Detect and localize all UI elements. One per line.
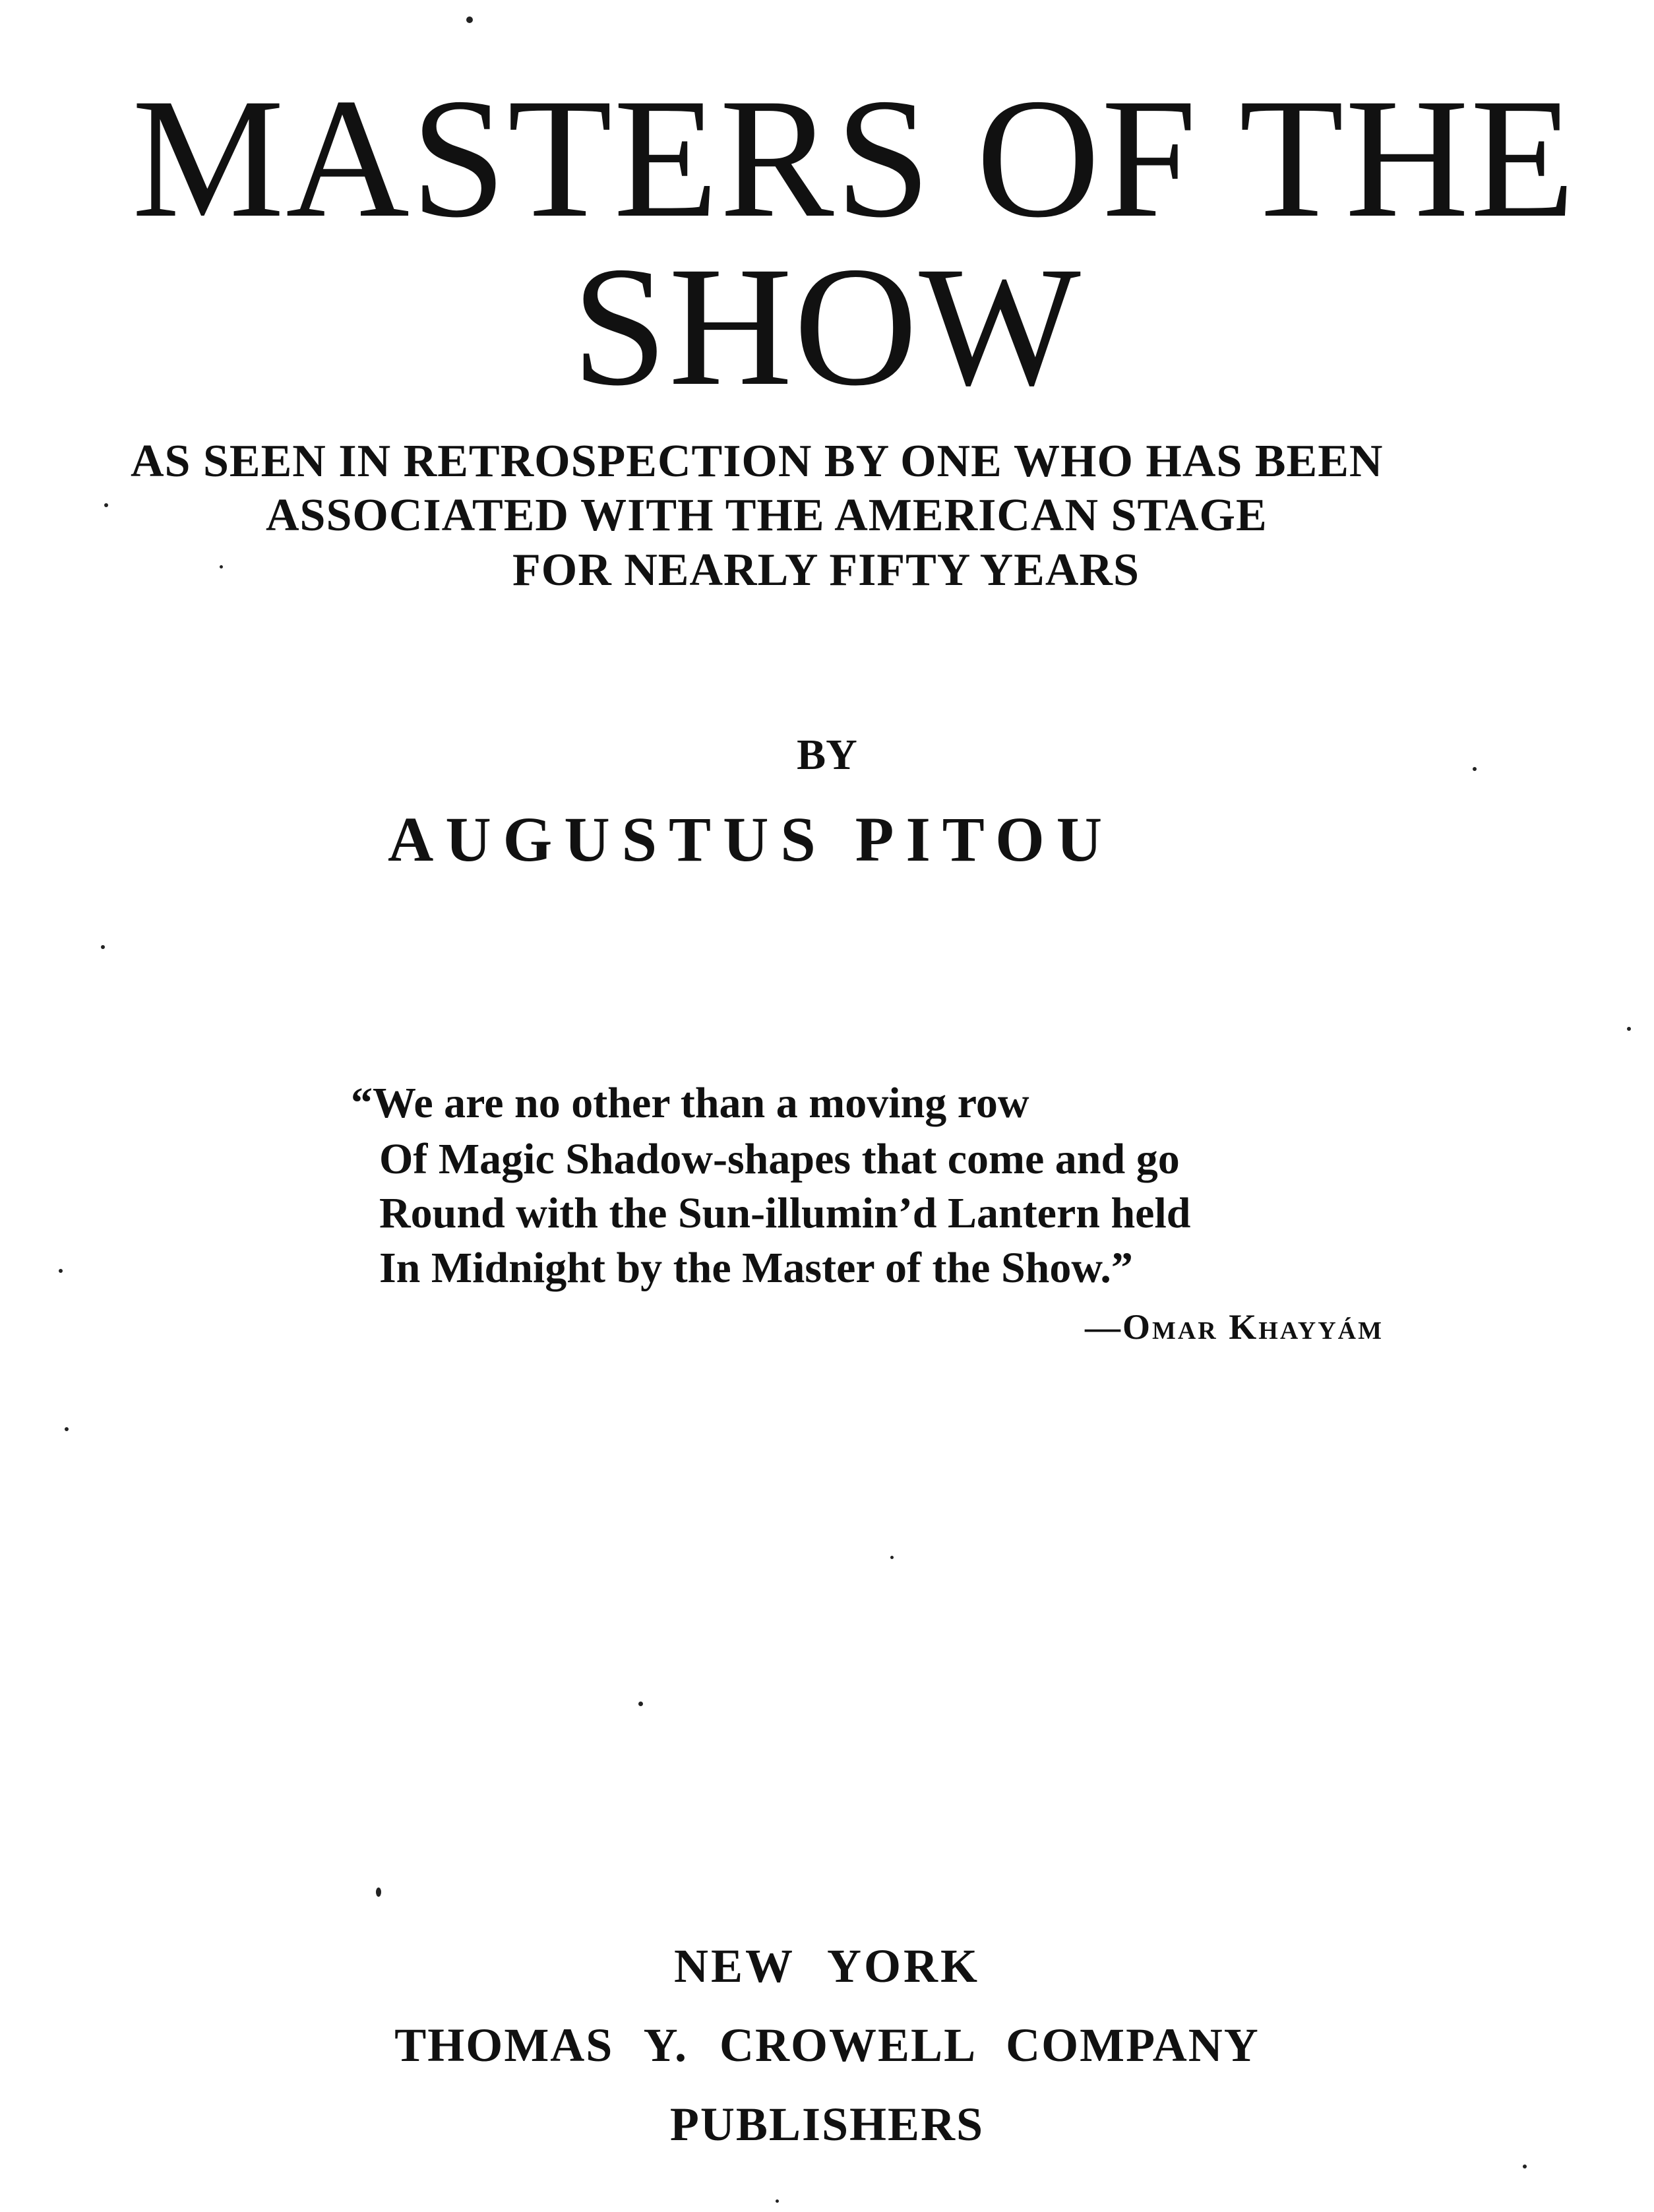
scan-speck bbox=[104, 503, 108, 507]
epigraph-line-4: In Midnight by the Master of the Show.” bbox=[379, 1244, 1133, 1292]
subtitle-line-1: AS SEEN IN RETROSPECTION BY ONE WHO HAS BEEN bbox=[131, 436, 1384, 487]
epigraph-line-3: Round with the Sun-illumin’d Lantern held bbox=[379, 1189, 1191, 1237]
subtitle-line-3: FOR NEARLY FIFTY YEARS bbox=[512, 545, 1140, 596]
scan-speck bbox=[466, 16, 473, 23]
subtitle-line-2: ASSOCIATED WITH THE AMERICAN STAGE bbox=[266, 490, 1268, 541]
scan-speck bbox=[776, 2199, 779, 2203]
imprint-role: PUBLISHERS bbox=[669, 2098, 985, 2151]
scan-speck bbox=[1523, 2165, 1527, 2168]
epigraph-line-2: Of Magic Shadow-shapes that come and go bbox=[379, 1135, 1180, 1183]
scan-speck bbox=[65, 1427, 69, 1431]
book-title-line-1: MASTERS OF THE bbox=[132, 63, 1577, 253]
scan-speck bbox=[1627, 1027, 1631, 1031]
scan-speck bbox=[638, 1702, 643, 1706]
scan-speck bbox=[890, 1556, 894, 1559]
scan-speck bbox=[1473, 767, 1477, 771]
imprint-city: NEW YORK bbox=[673, 1940, 981, 1992]
scan-speck bbox=[376, 1888, 381, 1897]
scan-speck bbox=[59, 1269, 63, 1273]
book-title-line-2: SHOW bbox=[572, 231, 1082, 421]
scan-speck bbox=[220, 565, 223, 568]
imprint-publisher: THOMAS Y. CROWELL COMPANY bbox=[394, 2019, 1260, 2072]
epigraph-line-1: “We are no other than a moving row bbox=[351, 1079, 1029, 1127]
author-name: AUGUSTUS PITOU bbox=[388, 804, 1115, 875]
epigraph-attribution: —Omar Khayyám bbox=[1085, 1307, 1384, 1347]
scan-speck bbox=[101, 945, 105, 949]
by-label: BY bbox=[797, 731, 857, 779]
